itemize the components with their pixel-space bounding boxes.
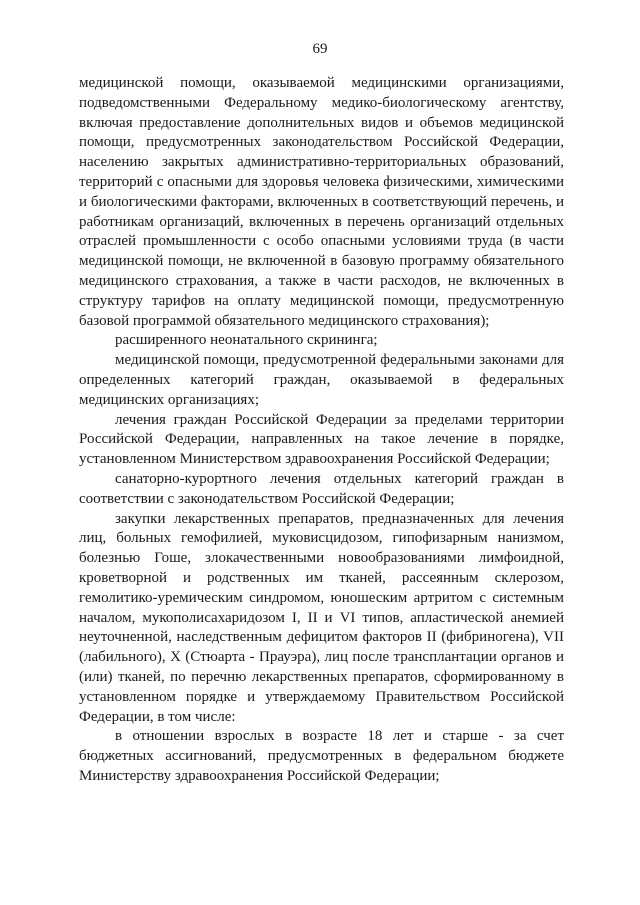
paragraph-treatment-abroad: лечения граждан Российской Федерации за пределами территории Российской Федерации, направленных на такое лечение в порядке, установленном Министерством здравоохранения Российской Федерации;	[79, 411, 564, 468]
paragraph-medical-care-fmba: медицинской помощи, оказываемой медицинскими организациями, подведомственными Федеральному медико-биологическому агентству, включая предоставление дополнительных видов и объемов медицинской помощи, предусмотренных законодательством Российской Федерации, населению закрытых административно-территориальных образований, территорий с опасными для здоровья человека физическими, химическими и биологическими факторами, включенных в соответствующий перечень, и работникам организаций, включенных в перечень организаций отдельных отраслей промышленности с особо опасными условиями труда (в части медицинской помощи, не включенной в базовую программу обязательного медицинского страхования, а также в части расходов, не включенных в структуру тарифов на оплату медицинской помощи, предусмотренную базовой программой обязательного медицинского страхования);	[79, 75, 564, 329]
paragraph-federal-laws-care: медицинской помощи, предусмотренной федеральными законами для определенных категорий граждан, оказываемой в федеральных медицинских организациях;	[79, 352, 564, 408]
page-number: 69	[312, 41, 328, 57]
document-body	[79, 74, 564, 787]
paragraph-sanatorium-treatment: санаторно-курортного лечения отдельных категорий граждан в соответствии с законодательством Российской Федерации;	[79, 470, 564, 507]
paragraph-neonatal-screening: расширенного неонатального скрининга;	[115, 332, 378, 349]
paragraph-drug-procurement: закупки лекарственных препаратов, предназначенных для лечения лиц, больных гемофилией, муковисцидозом, гипофизарным нанизмом, болезнью Гоше, злокачественными новообразованиями лимфоидной, кроветворной и родственных им тканей, рассеянным склерозом, гемолитико-уремическим синдромом, юношеским артритом с системным началом, мукополисахаридозом I, II и VI типов, апластической анемией неуточненной, наследственным дефицитом факторов II (фибриногена), VII (лабильного), X (Стюарта - Прауэра), лиц после трансплантации органов и (или) тканей, по перечню лекарственных препаратов, сформированному в установленном порядке и утверждаемому Правительством Российской Федерации, в том числе:	[79, 510, 564, 725]
paragraph-adults-18-plus: в отношении взрослых в возрасте 18 лет и старше - за счет бюджетных ассигнований, предусмотренных в федеральном бюджете Министерству здравоохранения Российской Федерации;	[79, 728, 564, 784]
